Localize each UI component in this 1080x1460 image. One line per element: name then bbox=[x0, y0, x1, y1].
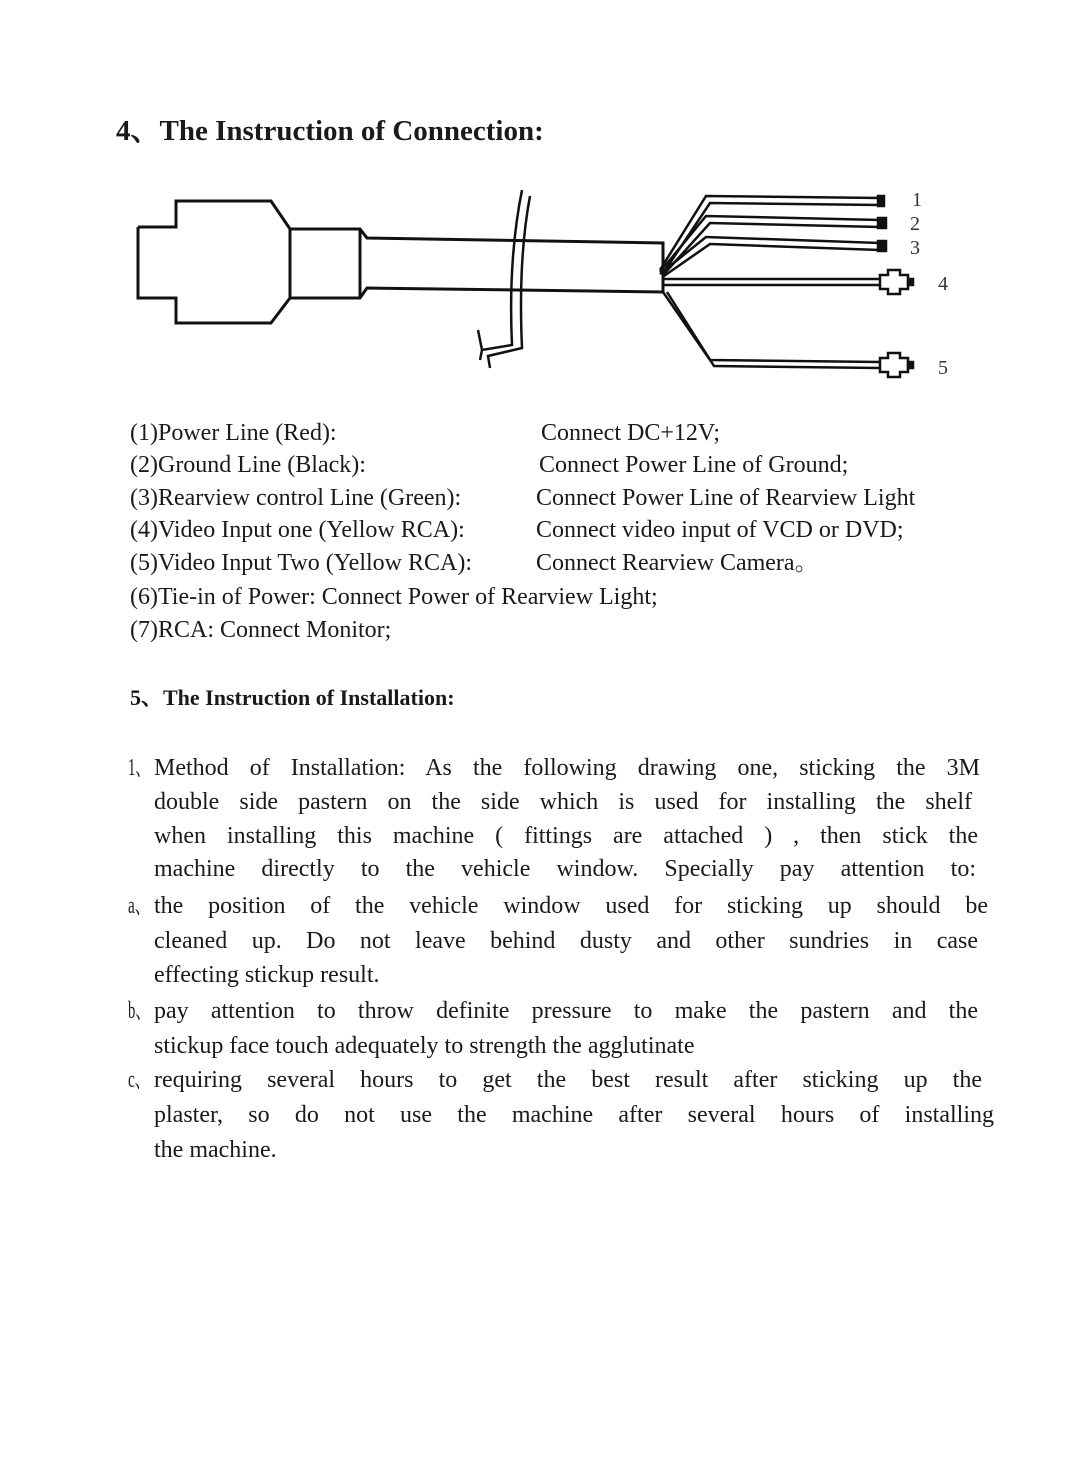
step-marker: a、 bbox=[128, 893, 150, 919]
rca-plug-5 bbox=[880, 353, 908, 377]
wire-label-3: 3 bbox=[910, 237, 920, 259]
step-line: Method of Installation: As the following drawing one, sticking the 3M bbox=[154, 755, 980, 781]
step-line: cleaned up. Do not leave behind dusty and other sundries in case bbox=[154, 928, 978, 954]
item-desc: Connect Power Line of Rearview Light bbox=[536, 485, 916, 511]
item-label: (3)Rearview control Line (Green): bbox=[130, 485, 462, 511]
connection-diagram bbox=[0, 0, 1080, 400]
item-label: (4)Video Input one (Yellow RCA): bbox=[130, 517, 465, 543]
item-label: (1)Power Line (Red): bbox=[130, 420, 337, 446]
item-label: (7)RCA: Connect Monitor; bbox=[130, 617, 392, 643]
item-desc: Connect DC+12V; bbox=[541, 420, 721, 446]
item-desc: Connect video input of VCD or DVD; bbox=[536, 517, 904, 543]
step-line: when installing this machine ( fittings are attached ) , then stick the bbox=[154, 823, 978, 849]
rca-plug-4 bbox=[880, 270, 908, 294]
step-line: effecting stickup result. bbox=[154, 962, 380, 988]
wire-bundle bbox=[660, 196, 913, 377]
section-4-title: 4、The Instruction of Connection: bbox=[116, 115, 544, 147]
item-desc: Connect Power Line of Ground; bbox=[539, 452, 849, 478]
wire-label-2: 2 bbox=[910, 213, 920, 235]
step-line: plaster, so do not use the machine after several hours of installing bbox=[154, 1102, 994, 1128]
step-line: the position of the vehicle window used for sticking up should be bbox=[154, 893, 988, 919]
step-line: pay attention to throw definite pressure to make the pastern and the bbox=[154, 998, 978, 1024]
monitor-connector-plug bbox=[138, 201, 663, 323]
wire-label-4: 4 bbox=[938, 273, 948, 295]
wire-label-5: 5 bbox=[938, 357, 948, 379]
item-desc: Connect Rearview Camera。 bbox=[536, 550, 819, 576]
wire-label-1: 1 bbox=[912, 189, 922, 211]
section-5-title: 5、The Instruction of Installation: bbox=[130, 685, 455, 710]
power-tie-in-wire bbox=[478, 190, 530, 368]
step-line: the machine. bbox=[154, 1137, 277, 1163]
step-marker: c、 bbox=[128, 1067, 150, 1093]
item-label: (2)Ground Line (Black): bbox=[130, 452, 366, 478]
step-line: double side pastern on the side which is used for installing the shelf bbox=[154, 789, 972, 815]
item-label: (5)Video Input Two (Yellow RCA): bbox=[130, 550, 472, 576]
step-line: machine directly to the vehicle window. Specially pay attention to: bbox=[154, 856, 976, 882]
step-marker: b、 bbox=[128, 998, 150, 1024]
item-label: (6)Tie-in of Power: Connect Power of Rearview Light; bbox=[130, 584, 658, 610]
step-line: stickup face touch adequately to strength the agglutinate bbox=[154, 1033, 695, 1059]
step-line: requiring several hours to get the best result after sticking up the bbox=[154, 1067, 982, 1093]
step-marker: 1、 bbox=[128, 755, 150, 781]
